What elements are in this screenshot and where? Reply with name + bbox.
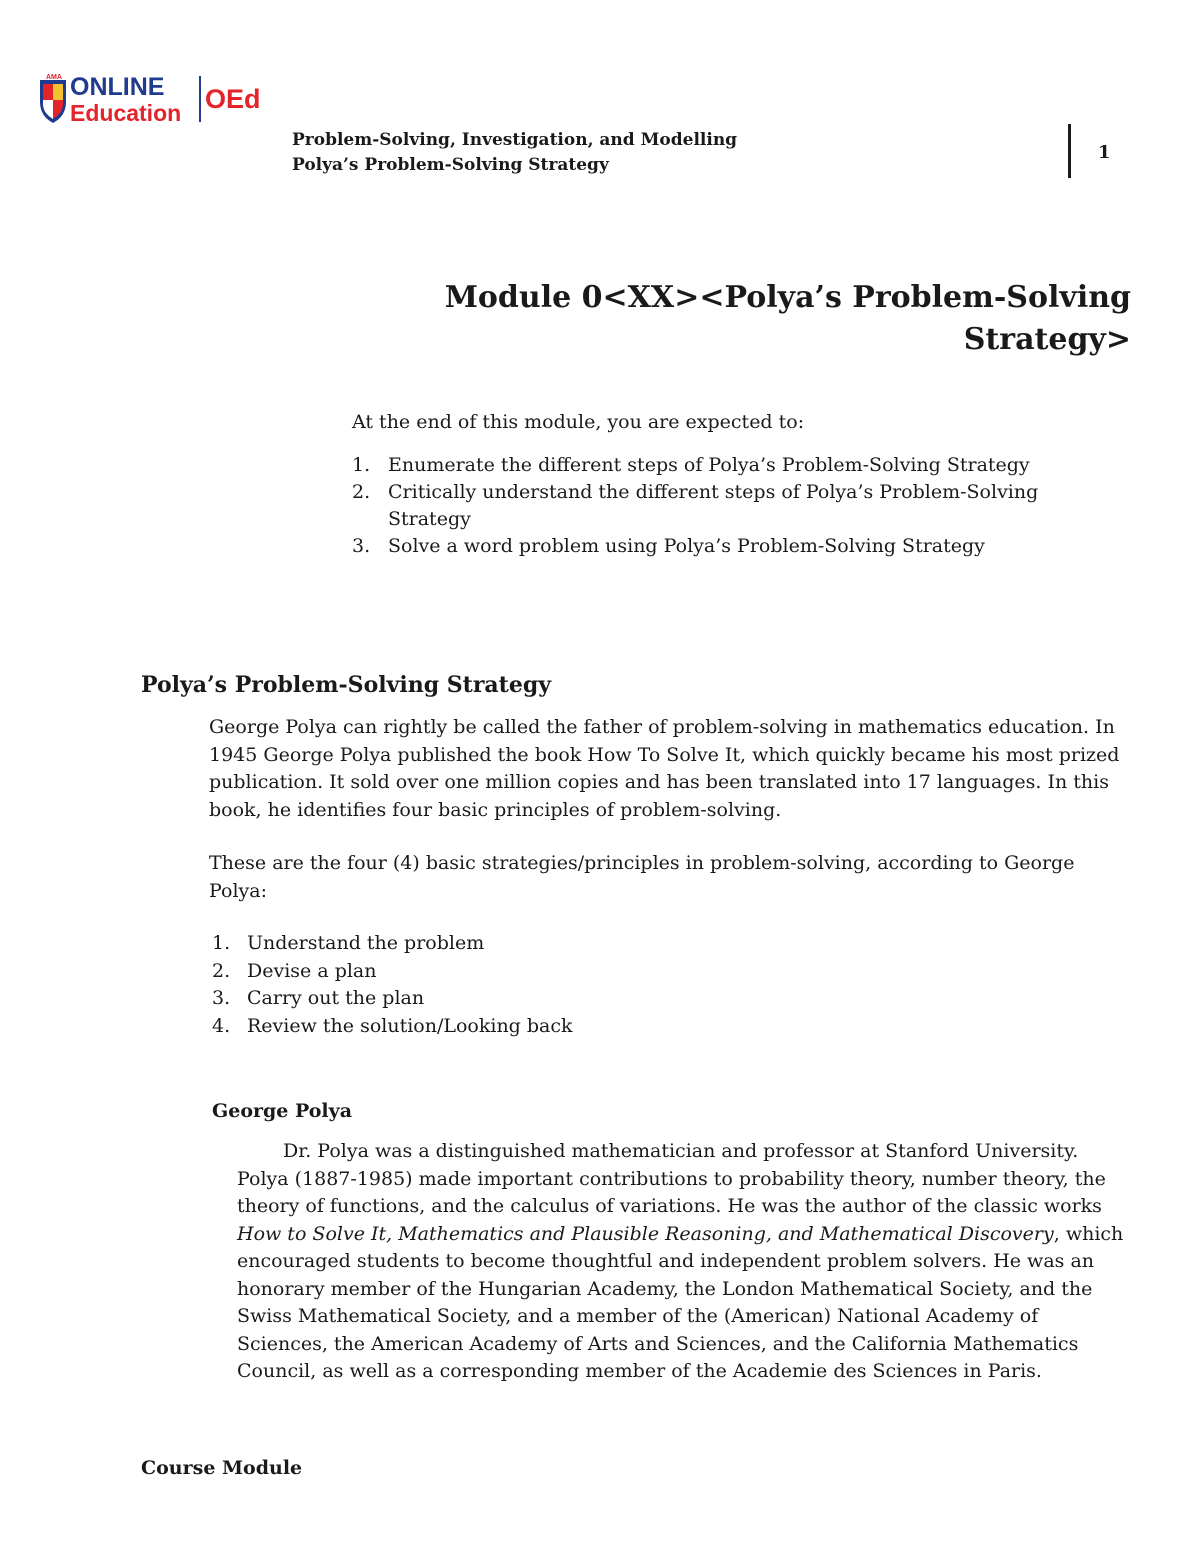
list-item-text: Understand the problem <box>247 932 485 954</box>
header-divider <box>1068 124 1071 178</box>
online-education-logo <box>36 70 272 128</box>
bio-text-part1: Dr. Polya was a distinguished mathematician and professor at Stanford University. Polya (1887-1985) made important contributions to probability theory, number theory, the theory of functions, and the calculus of variations. He was the author of the classic works <box>237 1140 1106 1217</box>
list-item-number: 4. <box>212 1014 231 1037</box>
list-item-number: 2. <box>352 481 371 503</box>
list-item-number: 2. <box>212 959 231 982</box>
list-item-number: 3. <box>352 535 371 557</box>
bio-heading: George Polya <box>212 1100 353 1122</box>
list-item-text: Devise a plan <box>247 959 377 982</box>
bio-works-titles: How to Solve It, Mathematics and Plausible Reasoning, and Mathematical Discovery <box>237 1222 1054 1245</box>
list-item-text: Carry out the plan <box>247 987 425 1009</box>
strategies-paragraph: These are the four (4) basic strategies/principles in problem-solving, according to George Polya: <box>209 852 1075 902</box>
bio-text-part2: , which encouraged students to become thoughtful and independent problem solvers. He was an honorary member of the Hungarian Academy, the London Mathematical Society, and the Swiss Mathematical Society, and a member of the (American) National Academy of Sciences, the American Academy of Arts and Sciences, and the California Mathematics Council, as well as a corresponding member of the Academie des Sciences in Paris. <box>237 1222 1124 1382</box>
intro-paragraph: George Polya can rightly be called the father of problem-solving in mathematics education. In 1945 George Polya published the book How To Solve It, which quickly became his most prized publication. It sold over one million copies and has been translated into 17 languages. In this book, he identifies four basic principles of problem-solving. <box>209 716 1120 821</box>
svg-text:AMA: AMA <box>46 74 62 81</box>
footer-label: Course Module <box>141 1457 303 1479</box>
svg-text:OEd: OEd <box>205 84 261 114</box>
list-item-text: Solve a word problem using Polya’s Problem-Solving Strategy <box>388 535 985 557</box>
list-item <box>352 452 1112 479</box>
list-item-number: 3. <box>212 987 231 1009</box>
header-course-title: Problem-Solving, Investigation, and Modelling <box>292 130 738 150</box>
svg-text:ONLINE: ONLINE <box>70 73 165 101</box>
module-title-line1: Module 0<XX><Polya’s Problem-Solving <box>444 280 1131 315</box>
list-item-number: 1. <box>212 932 231 954</box>
list-item <box>212 1013 573 1041</box>
list-item <box>352 533 1112 560</box>
list-item <box>212 985 573 1013</box>
module-title <box>371 277 1131 361</box>
svg-text:Education: Education <box>70 100 182 126</box>
list-item-text: Review the solution/Looking back <box>247 1014 573 1037</box>
module-title-line2: Strategy> <box>963 322 1131 357</box>
header-module-title: Polya’s Problem-Solving Strategy <box>292 155 609 175</box>
list-item <box>212 930 573 958</box>
section-heading: Polya’s Problem-Solving Strategy <box>141 672 551 698</box>
steps-list <box>212 930 573 1040</box>
logo-graphic <box>36 70 272 128</box>
list-item-text: Enumerate the different steps of Polya’s Problem-Solving Strategy <box>388 454 1030 476</box>
page-number: 1 <box>1098 142 1111 163</box>
list-item <box>212 958 573 986</box>
list-item-number: 1. <box>352 454 371 476</box>
list-item-text: Critically understand the different steps of Polya’s Problem-Solving Strategy <box>388 481 1039 530</box>
running-header <box>292 128 737 178</box>
list-item <box>352 479 1112 533</box>
objectives-list <box>352 452 1112 560</box>
bio-paragraph <box>237 1138 1127 1386</box>
objectives-intro: At the end of this module, you are expected to: <box>352 411 805 433</box>
